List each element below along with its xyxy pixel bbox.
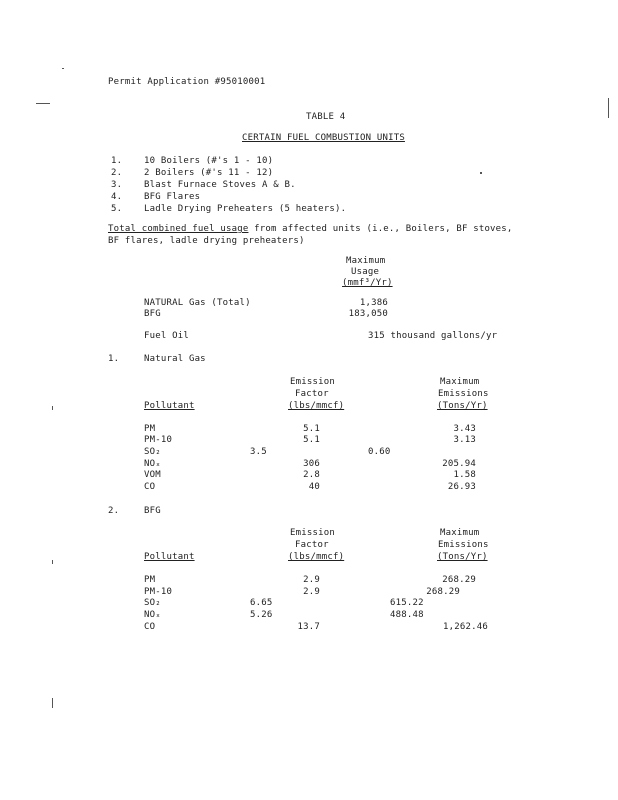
section-title: Natural Gas: [144, 354, 206, 364]
max-emissions: 268.29: [426, 587, 460, 597]
max-emissions: 268.29: [442, 575, 476, 585]
pollutant: CO: [144, 482, 156, 492]
fuel-usage-value: 1,386: [359, 298, 388, 308]
unit-text: 10 Boilers (#'s 1 - 10): [144, 156, 274, 166]
scan-speck: [52, 406, 53, 410]
unit-text: 2 Boilers (#'s 11 - 12): [144, 168, 274, 178]
pollutant-header: Pollutant: [144, 552, 195, 562]
total-usage-heading-line2: BF flares, ladle drying preheaters): [108, 236, 305, 246]
scan-speck: [52, 560, 53, 564]
emission-factor: 2.8: [303, 470, 320, 480]
unit-number: 5.: [111, 204, 123, 214]
emission-factor-offset: 3.5: [250, 447, 267, 457]
emission-factor-offset: 5.26: [250, 610, 273, 620]
pollutant: PM-10: [144, 587, 173, 597]
fuel-name: BFG: [144, 309, 161, 319]
scan-speck: [62, 68, 64, 69]
unit-text: BFG Flares: [144, 192, 201, 202]
max-unit-header: (Tons/Yr): [437, 552, 488, 562]
emission-factor: 2.9: [303, 575, 320, 585]
pollutant: SO₂: [144, 598, 161, 608]
section-title: BFG: [144, 506, 161, 516]
max-emissions-offset: 0.60: [368, 447, 391, 457]
max-emissions: 1,262.46: [443, 622, 488, 632]
unit-number: 3.: [111, 180, 123, 190]
emission-factor: 5.1: [303, 435, 320, 445]
pollutant: PM: [144, 424, 156, 434]
emission-factor-offset: 6.65: [250, 598, 273, 608]
unit-text: Blast Furnace Stoves A & B.: [144, 180, 296, 190]
max-unit-header: (Tons/Yr): [437, 401, 488, 411]
fuel-usage-value: 183,050: [348, 309, 388, 319]
scan-mark: [36, 103, 50, 104]
pollutant: PM-10: [144, 435, 173, 445]
factor-unit-header: (lbs/mmcf): [288, 552, 345, 562]
max-emissions-offset: 488.48: [390, 610, 424, 620]
pollutant-header: Pollutant: [144, 401, 195, 411]
total-usage-heading-underlined: Total combined fuel usage: [108, 224, 249, 234]
factor-unit-header: (lbs/mmcf): [288, 401, 345, 411]
scan-mark: [608, 98, 609, 118]
max-header: Emissions: [438, 540, 489, 550]
permit-header: Permit Application #95010001: [108, 77, 266, 87]
max-usage-header: Maximum: [346, 256, 386, 266]
section-number: 1.: [108, 354, 120, 364]
emission-factor: 5.1: [303, 424, 320, 434]
scan-speck: [480, 172, 482, 174]
max-emissions: 3.43: [453, 424, 476, 434]
pollutant: VOM: [144, 470, 161, 480]
emission-factor: 13.7: [297, 622, 320, 632]
max-emissions-offset: 615.22: [390, 598, 424, 608]
emission-factor: 40: [308, 482, 320, 492]
max-emissions: 1.58: [453, 470, 476, 480]
unit-number: 4.: [111, 192, 123, 202]
max-emissions: 3.13: [453, 435, 476, 445]
max-header: Maximum: [440, 528, 480, 538]
unit-number: 1.: [111, 156, 123, 166]
factor-header: Emission: [290, 528, 335, 538]
section-number: 2.: [108, 506, 120, 516]
pollutant: PM: [144, 575, 156, 585]
pollutant: NOₓ: [144, 459, 161, 469]
unit-number: 2.: [111, 168, 123, 178]
scan-mark: [52, 698, 53, 708]
factor-header: Factor: [295, 540, 329, 550]
max-header: Maximum: [440, 377, 480, 387]
max-header: Emissions: [438, 389, 489, 399]
table-title: TABLE 4: [306, 112, 346, 122]
factor-header: Emission: [290, 377, 335, 387]
total-usage-heading-rest: from affected units (i.e., Boilers, BF stoves,: [248, 224, 513, 234]
max-emissions: 26.93: [447, 482, 476, 492]
pollutant: NOₓ: [144, 610, 161, 620]
factor-header: Factor: [295, 389, 329, 399]
fuel-oil-label: Fuel Oil: [144, 331, 189, 341]
emission-factor: 306: [303, 459, 320, 469]
fuel-name: NATURAL Gas (Total): [144, 298, 251, 308]
max-usage-unit: (mmf³/Yr): [342, 278, 393, 288]
pollutant: CO: [144, 622, 156, 632]
max-emissions: 205.94: [442, 459, 476, 469]
emission-factor: 2.9: [303, 587, 320, 597]
max-usage-header: Usage: [351, 267, 380, 277]
pollutant: SO₂: [144, 447, 161, 457]
table-subtitle: CERTAIN FUEL COMBUSTION UNITS: [242, 133, 405, 143]
fuel-oil-value: 315 thousand gallons/yr: [368, 331, 498, 341]
unit-text: Ladle Drying Preheaters (5 heaters).: [144, 204, 347, 214]
total-usage-heading: [108, 224, 513, 235]
